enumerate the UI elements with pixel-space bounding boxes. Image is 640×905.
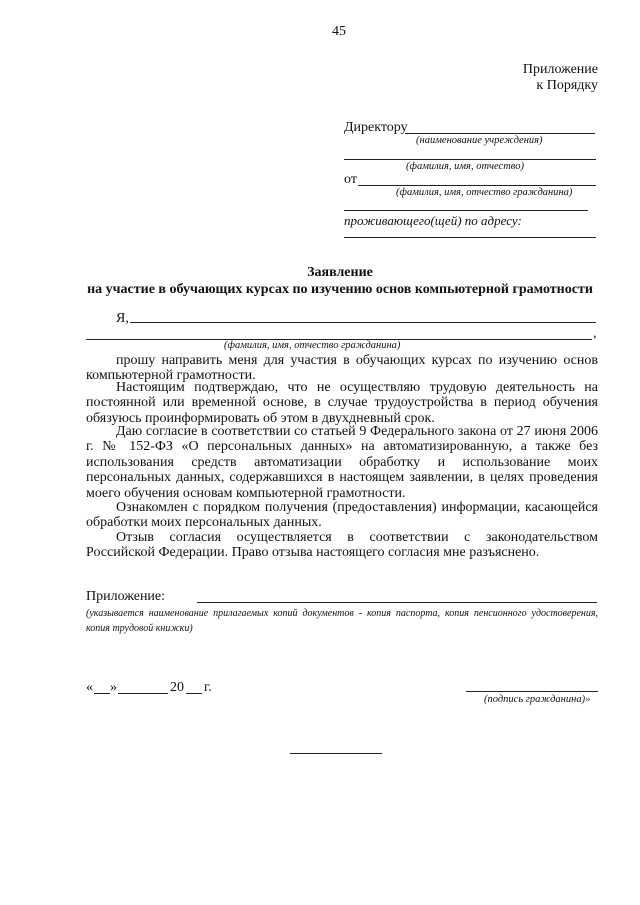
page-number: 45	[332, 24, 346, 39]
request-paragraph: прошу направить меня для участия в обучающих курсах по изучению основ компьютерной грамотности.	[86, 353, 598, 384]
date-quote-open: «	[86, 680, 93, 695]
document-title: Заявление	[307, 265, 373, 280]
signature-field[interactable]	[466, 691, 598, 692]
date-year-suffix: г.	[204, 680, 212, 695]
acknowledgement-paragraph: Ознакомлен с порядком получения (предоставления) информации, касающейся обработки моих персональных данных.	[86, 500, 598, 531]
director-label: Директору	[344, 120, 408, 135]
recipient-name-caption: (фамилия, имя, отчество)	[406, 161, 524, 172]
applicant-fullname-caption: (фамилия, имя, отчество гражданина)	[224, 340, 401, 351]
withdrawal-paragraph: Отзыв согласия осуществляется в соответствии с законодательством Российской Федерации. Право отзыва настоящего согласия мне разъяснено.	[86, 530, 598, 561]
date-day-field[interactable]	[94, 693, 110, 694]
applicant-name-field[interactable]	[358, 185, 596, 186]
signature-caption: (подпись гражданина)»	[484, 694, 591, 705]
date-quote-close: »	[110, 680, 117, 695]
residing-label: проживающего(щей) по адресу:	[344, 213, 522, 228]
comma: ,	[593, 326, 597, 341]
institution-field[interactable]	[405, 133, 595, 134]
attachment-line-1: Приложение	[522, 62, 598, 77]
institution-caption: (наименование учреждения)	[416, 135, 543, 146]
applicant-name-caption: (фамилия, имя, отчество гражданина)	[396, 187, 573, 198]
date-year-field[interactable]	[186, 693, 202, 694]
document-subtitle: на участие в обучающих курсах по изучению основ компьютерной грамотности	[87, 282, 593, 297]
i-label: Я,	[116, 311, 129, 326]
date-month-field[interactable]	[118, 693, 168, 694]
appendix-label: Приложение:	[86, 589, 166, 604]
attachment-line-2: к Порядку	[536, 78, 598, 93]
bottom-divider	[290, 753, 382, 754]
date-year-prefix: 20	[170, 680, 184, 695]
applicant-fullname-field[interactable]	[130, 322, 596, 323]
appendix-caption: (указывается наименование прилагаемых копий документов - копия паспорта, копия пенсионного удостоверения, копия трудовой книжки)	[86, 608, 598, 634]
consent-paragraph: Даю согласие в соответствии со статьей 9 Федерального закона от 27 июня 2006 г. № 152-ФЗ «О персональных данных» на автоматизированную, а также без использования средств автоматизации обработку и использование моих персональных данных, содержавшихся в настоящем заявлении, в целях проведения моего обучения основам компьютерной грамотности.	[86, 424, 598, 501]
appendix-field[interactable]	[197, 602, 597, 603]
from-label: от	[344, 172, 357, 187]
applicant-name-field-2[interactable]	[344, 210, 588, 211]
address-field[interactable]	[344, 237, 596, 238]
recipient-name-field[interactable]	[344, 159, 596, 160]
confirmation-paragraph: Настоящим подтверждаю, что не осуществляю трудовую деятельность на постоянной или временной основе, в случае трудоустройства в период обучения обязуюсь проинформировать об этом в двухдневный срок.	[86, 380, 598, 426]
